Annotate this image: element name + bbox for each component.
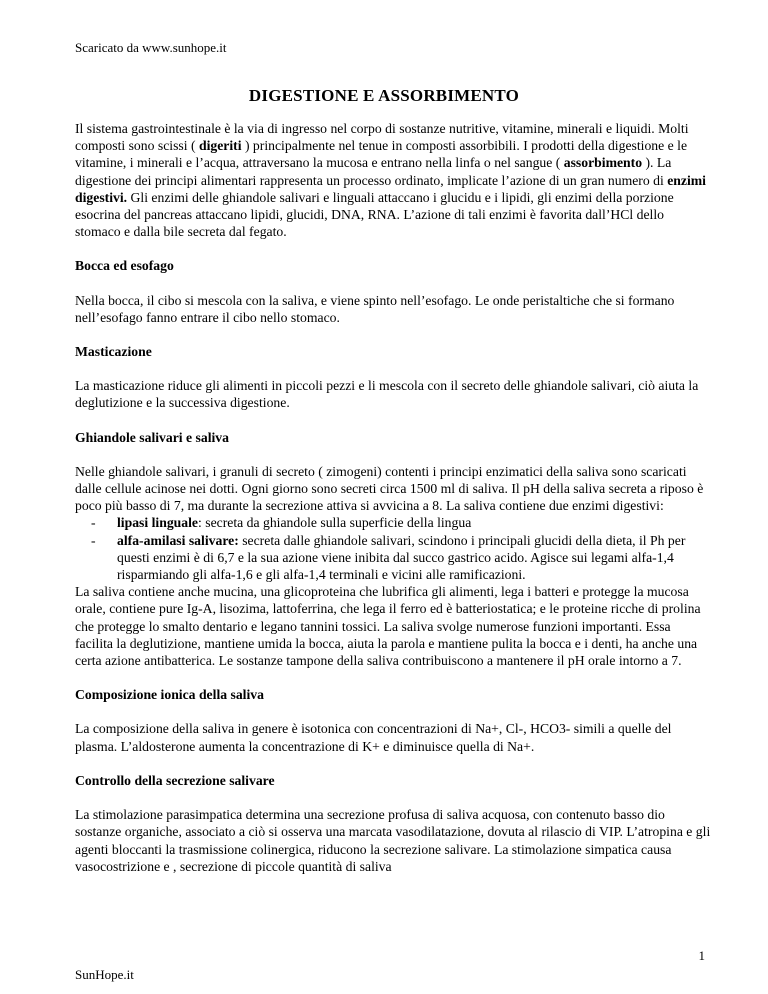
section-heading-ghiandole: Ghiandole salivari e saliva (75, 429, 229, 445)
page-number: 1 (698, 948, 705, 963)
paragraph-bocca: Nella bocca, il cibo si mescola con la saliva, e viene spinto nell’esofago. Le onde peristaltiche che si formano nell’esofago fanno entrare il cibo nello stomaco. (75, 292, 675, 325)
list-item: - lipasi linguale: secreta da ghiandole sulla superficie della lingua (91, 515, 472, 531)
page-header: Scaricato da www.sunhope.it (75, 40, 227, 55)
paragraph-ghiandole: Nelle ghiandole salivari, i granuli di secreto ( zimogeni) contenti i principi enzimatici della saliva sono scaricati dalle cellule acinose nei dotti. Ogni giorno sono secreti circa 1500 ml di saliva. Il pH della saliva secreta a riposo è poco più basso di 7, ma durante la secrezione attiva si avvicina a 8. La saliva contiene due enzimi digestivi: (75, 463, 704, 514)
section-heading-controllo: Controllo della secrezione salivare (75, 772, 275, 788)
enzyme-list (75, 514, 711, 583)
section-heading-ionica: Composizione ionica della saliva (75, 687, 264, 703)
paragraph-controllo: La stimolazione parasimpatica determina una secrezione profusa di saliva acquosa, con contenuto basso dio sostanze organiche, associato a ciò si osserva una marcata vasodilatazione, dovuta al rilascio di VIP. L’atropina e gli agenti bloccanti la trasmissione colinergica, riducono la secrezione salivare. La stimolazione simpatica causa vasocostrizione e , secrezione di piccole quantità di saliva (75, 807, 711, 874)
document-body (75, 120, 711, 875)
paragraph-masticazione: La masticazione riduce gli alimenti in piccoli pezzi e li mescola con il secreto delle ghiandole salivari, ciò aiuta la deglutizione e la successiva digestione. (75, 378, 699, 411)
intro-paragraph: Il sistema gastrointestinale è la via di ingresso nel corpo di sostanze nutritive, vitamine, minerali e liquidi. Molti composti sono scissi ( digeriti ) principalmente nel tenue in composti assorbibili. I prodotti della digestione e le vitamine, i minerali e l’acqua, attraversano la mucosa e entrano nella linfa o nel sangue ( assorbimento ). La digestione dei principi alimentari rappresenta un processo ordinato, implicate l’azione di un gran numero di enzimi digestivi. Gli enzimi delle ghiandole salivari e linguali attaccano i glucidu e i lipidi, gli enzimi della porzione esocrina del pancreas attaccano lipidi, glucidi, DNA, RNA. L’azione di tali enzimi è favorita dall’HCl dello stomaco e dalla bile secreta dal fegato. (75, 121, 706, 240)
document-title: DIGESTIONE E ASSORBIMENTO (248, 86, 520, 105)
paragraph-saliva-funzioni: La saliva contiene anche mucina, una glicoproteina che lubrifica gli alimenti, lega i batteri e protegge la mucosa orale, contiene pure Ig-A, lisozima, lattoferrina, che lega il ferro ed è batteriostatica; e le proteine ricche di prolina che protegge lo smalto dentario e legano tannini tossici. La saliva svolge numerose funzioni importanti. Essa facilita la deglutizione, mantiene umida la bocca, aiuta la parola e mantiene pulita la bocca e i denti, ha anche una certa azione antibatterica. Le sostanze tampone della saliva contribuiscono a mantenere il pH orale intorno a 7. (75, 584, 701, 669)
page-footer: SunHope.it (75, 967, 134, 982)
section-heading-masticazione: Masticazione (75, 344, 152, 360)
list-item: - alfa-amilasi salivare: secreta dalle ghiandole salivari, scindono i principali glucidi della dieta, il Ph per questi enzimi è di 6,7 e la sua azione viene inibita dal succo gastrico acido. Agisce sui legami alfa-1,4 risparmiando gli alfa-1,6 e gli alfa-1,4 terminali e vicini alle ramificazioni. (91, 532, 686, 583)
paragraph-ionica: La composizione della saliva in genere è isotonica con concentrazioni di Na+, Cl-, HCO3- simili a quelle del plasma. L’aldosterone aumenta la concentrazione di K+ e diminuisce quella di Na+. (75, 721, 672, 754)
section-heading-bocca: Bocca ed esofago (75, 258, 174, 274)
